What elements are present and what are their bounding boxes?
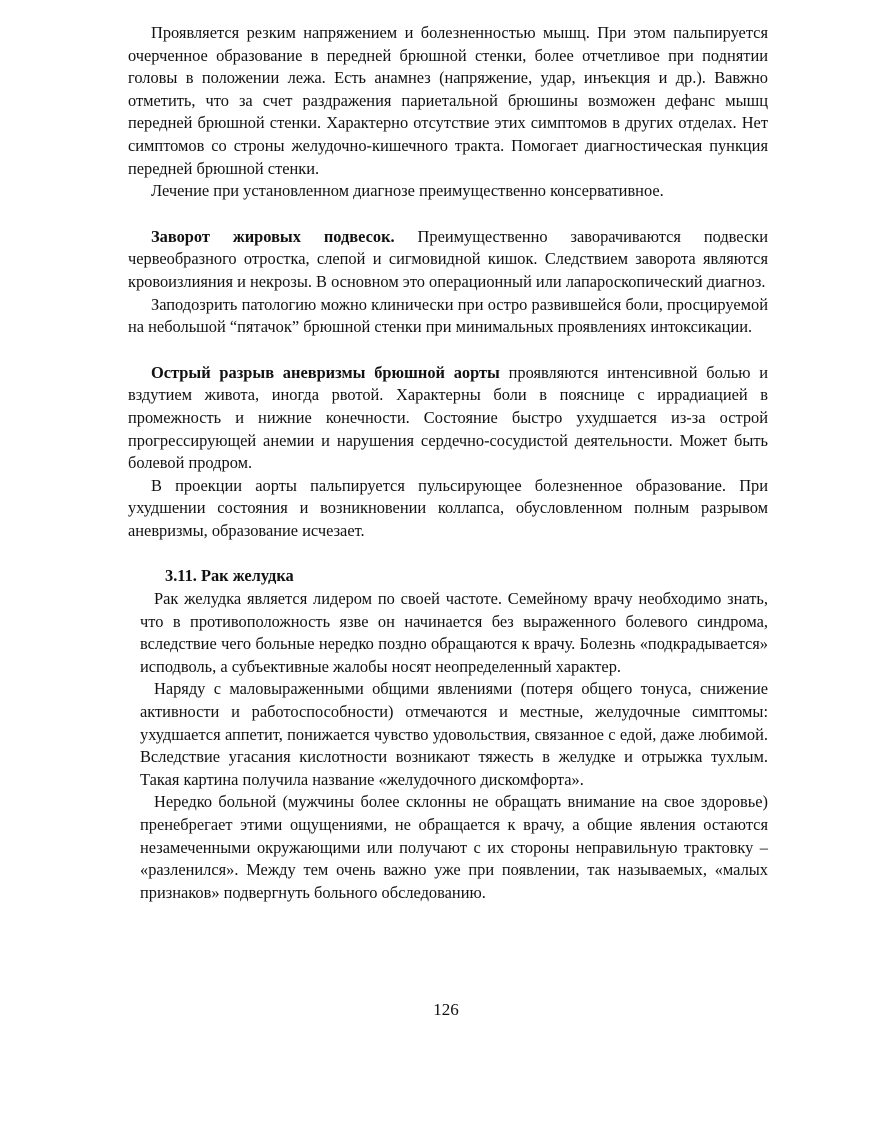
section-title: 3.11. Рак желудка — [165, 566, 294, 586]
paragraph-aneurysm — [128, 362, 768, 475]
paragraph-volvulus-text: Преимущественно заворачиваются подвески червеобразного отростка, слепой и сигмовидной кишок. Следствием заворота являются кровоизлияния и некрозы. В основном это операционный или лапароскопический диагноз. — [128, 226, 768, 291]
paragraph-cancer-neglect: Нередко больной (мужчины более склонны не обращать внимание на свое здоровье) пренебрегает этими ощущениями, не обращается к врачу, а общие явления остаются незамеченными окружающими или получают с их стороны неправильную трактовку – «разленился». Между тем очень важно уже при появлении, так называемых, «малых признаков» подвергнуть больного обследованию. — [140, 792, 768, 902]
spacer — [128, 339, 768, 362]
paragraph-aneurysm-text: проявляются интенсивной болью и вздутием живота, иногда рвотой. Характерны боли в пояснице с иррадиацией в промежность и нижние конечности. Состояние быстро ухудшается из-за острой прогрессирующей анемии и нарушения сердечно-сосудистой деятельности. Может быть болевой продром. — [128, 362, 768, 473]
paragraph-aneurysm-palpation: В проекции аорты пальпируется пульсирующее болезненное образование. При ухудшении состояния и возникновении коллапса, обусловленном полным разрывом аневризмы, образование исчезает. — [128, 475, 768, 540]
paragraph-cancer-intro: Рак желудка является лидером по своей частоте. Семейному врачу необходимо знать, что в противоположность язве он начинается без выраженного болевого синдрома, вследствие чего больные нередко поздно обращаются к врачу. Болезнь «подкрадывается» исподволь, а субъективные жалобы носят неопределенный характер. — [140, 589, 768, 676]
section-body — [128, 588, 768, 904]
paragraph-symptoms: Проявляется резким напряжением и болезненностью мышц. При этом пальпируется очерченное образование в передней брюшной стенки, более отчетливое при поднятии головы в положении лежа. Есть анамнез (напряжение, удар, инъекция и др.). Вавжно отметить, что за счет раздражения париетальной брюшины возможен дефанс мышц передней брюшной стенки. Характерно отсутствие этих симптомов в других отделах. Нет симптомов со строны желудочно-кишечного тракта. Помогает диагностическая пункция передней брюшной стенки. — [128, 23, 768, 178]
paragraph-cancer-symptoms: Наряду с маловыраженными общими явлениями (потеря общего тонуса, снижение активности и работоспособности) отмечаются и местные, желудочные симптомы: ухудшается аппетит, понижается чувство удовольствия, связанное с едой, даже любимой. Вследствие угасания кислотности возникают тяжесть в желудке и отрыжка тухлым. Такая картина получила название «желудочного дискомфорта». — [140, 679, 768, 789]
page-number: 126 — [433, 1000, 459, 1019]
paragraph-volvulus-clinical: Заподозрить патологию можно клинически при остро развившейся боли, просцируемой на небольшой “пятачок” брюшной стенки при минимальных проявлениях интоксикации. — [128, 294, 768, 337]
document-page — [128, 22, 768, 904]
spacer — [128, 542, 768, 565]
term-aneurysm: Острый разрыв аневризмы брюшной аорты — [151, 362, 500, 382]
term-volvulus: Заворот жировых подвесок. — [151, 226, 395, 246]
paragraph-volvulus — [128, 226, 768, 294]
paragraph-treatment: Лечение при установленном диагнозе преимущественно консервативное. — [151, 181, 664, 201]
spacer — [128, 203, 768, 226]
